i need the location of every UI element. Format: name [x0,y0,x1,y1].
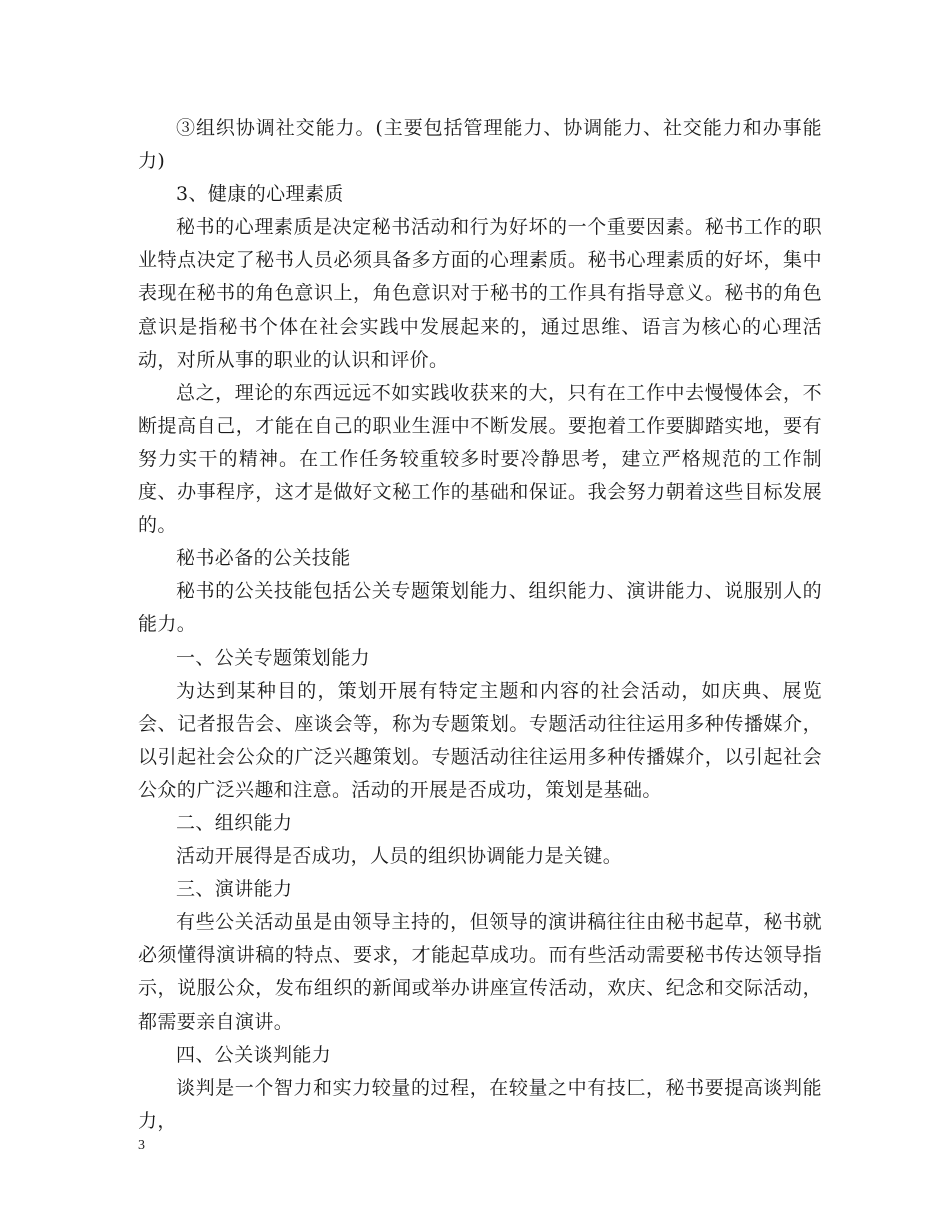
heading-negotiation-ability: 四、公关谈判能力 [176,1043,332,1066]
heading-speech-ability: 三、演讲能力 [176,878,293,901]
heading-psychological-quality: 3、健康的心理素质 [176,183,344,206]
page-number: 3 [138,1138,145,1153]
paragraph-pr-skills-intro: 秘书的公关技能包括公关专题策划能力、组织能力、演讲能力、说服别人的能力。 [138,580,822,636]
heading-pr-skills: 秘书必备的公关技能 [176,547,351,570]
paragraph-speech-ability: 有些公关活动虽是由领导主持的，但领导的演讲稿往往由秘书起草，秘书就必须懂得演讲稿的特点、要求，才能起草成功。而有些活动需要秘书传达领导指示，说服公众，发布组织的新闻或举办讲座宣传活动，欢庆、纪念和交际活动，都需要亲自演讲。 [138,911,822,1033]
paragraph-psychological-quality: 秘书的心理素质是决定秘书活动和行为好坏的一个重要因素。秘书工作的职业特点决定了秘书人员必须具备多方面的心理素质。秘书心理素质的好坏，集中表现在秘书的角色意识上，角色意识对于秘书的工作具有指导意义。秘书的角色意识是指秘书个体在社会实践中发展起来的，通过思维、语言为核心的心理活动，对所从事的职业的认识和评价。 [138,216,822,371]
heading-planning-ability: 一、公关专题策划能力 [176,646,371,669]
heading-organizing-ability: 二、组织能力 [176,811,293,834]
paragraph-organizing-ability: 活动开展得是否成功，人员的组织协调能力是关键。 [176,845,623,868]
paragraph-negotiation-ability: 谈判是一个智力和实力较量的过程，在较量之中有技匚，秘书要提高谈判能力， [138,1076,822,1132]
paragraph-planning-ability: 为达到某种目的，策划开展有特定主题和内容的社会活动，如庆典、展览会、记者报告会、座谈会等，称为专题策划。专题活动往往运用多种传播媒介，以引起社会公众的广泛兴趣策划。专题活动往往运用多种传播媒介，以引起社会公众的广泛兴趣和注意。活动的开展是否成功，策划是基础。 [138,679,822,801]
document-body [138,112,822,1138]
paragraph-organization-ability: ③组织协调社交能力。(主要包括管理能力、协调能力、社交能力和办事能力) [138,117,822,173]
paragraph-summary: 总之，理论的东西远远不如实践收获来的大，只有在工作中去慢慢体会，不断提高自己，才能在自己的职业生涯中不断发展。要抱着工作要脚踏实地，要有努力实干的精神。在工作任务较重较多时要冷静思考，建立严格规范的工作制度、办事程序，这才是做好文秘工作的基础和保证。我会努力朝着这些目标发展的。 [138,381,822,537]
